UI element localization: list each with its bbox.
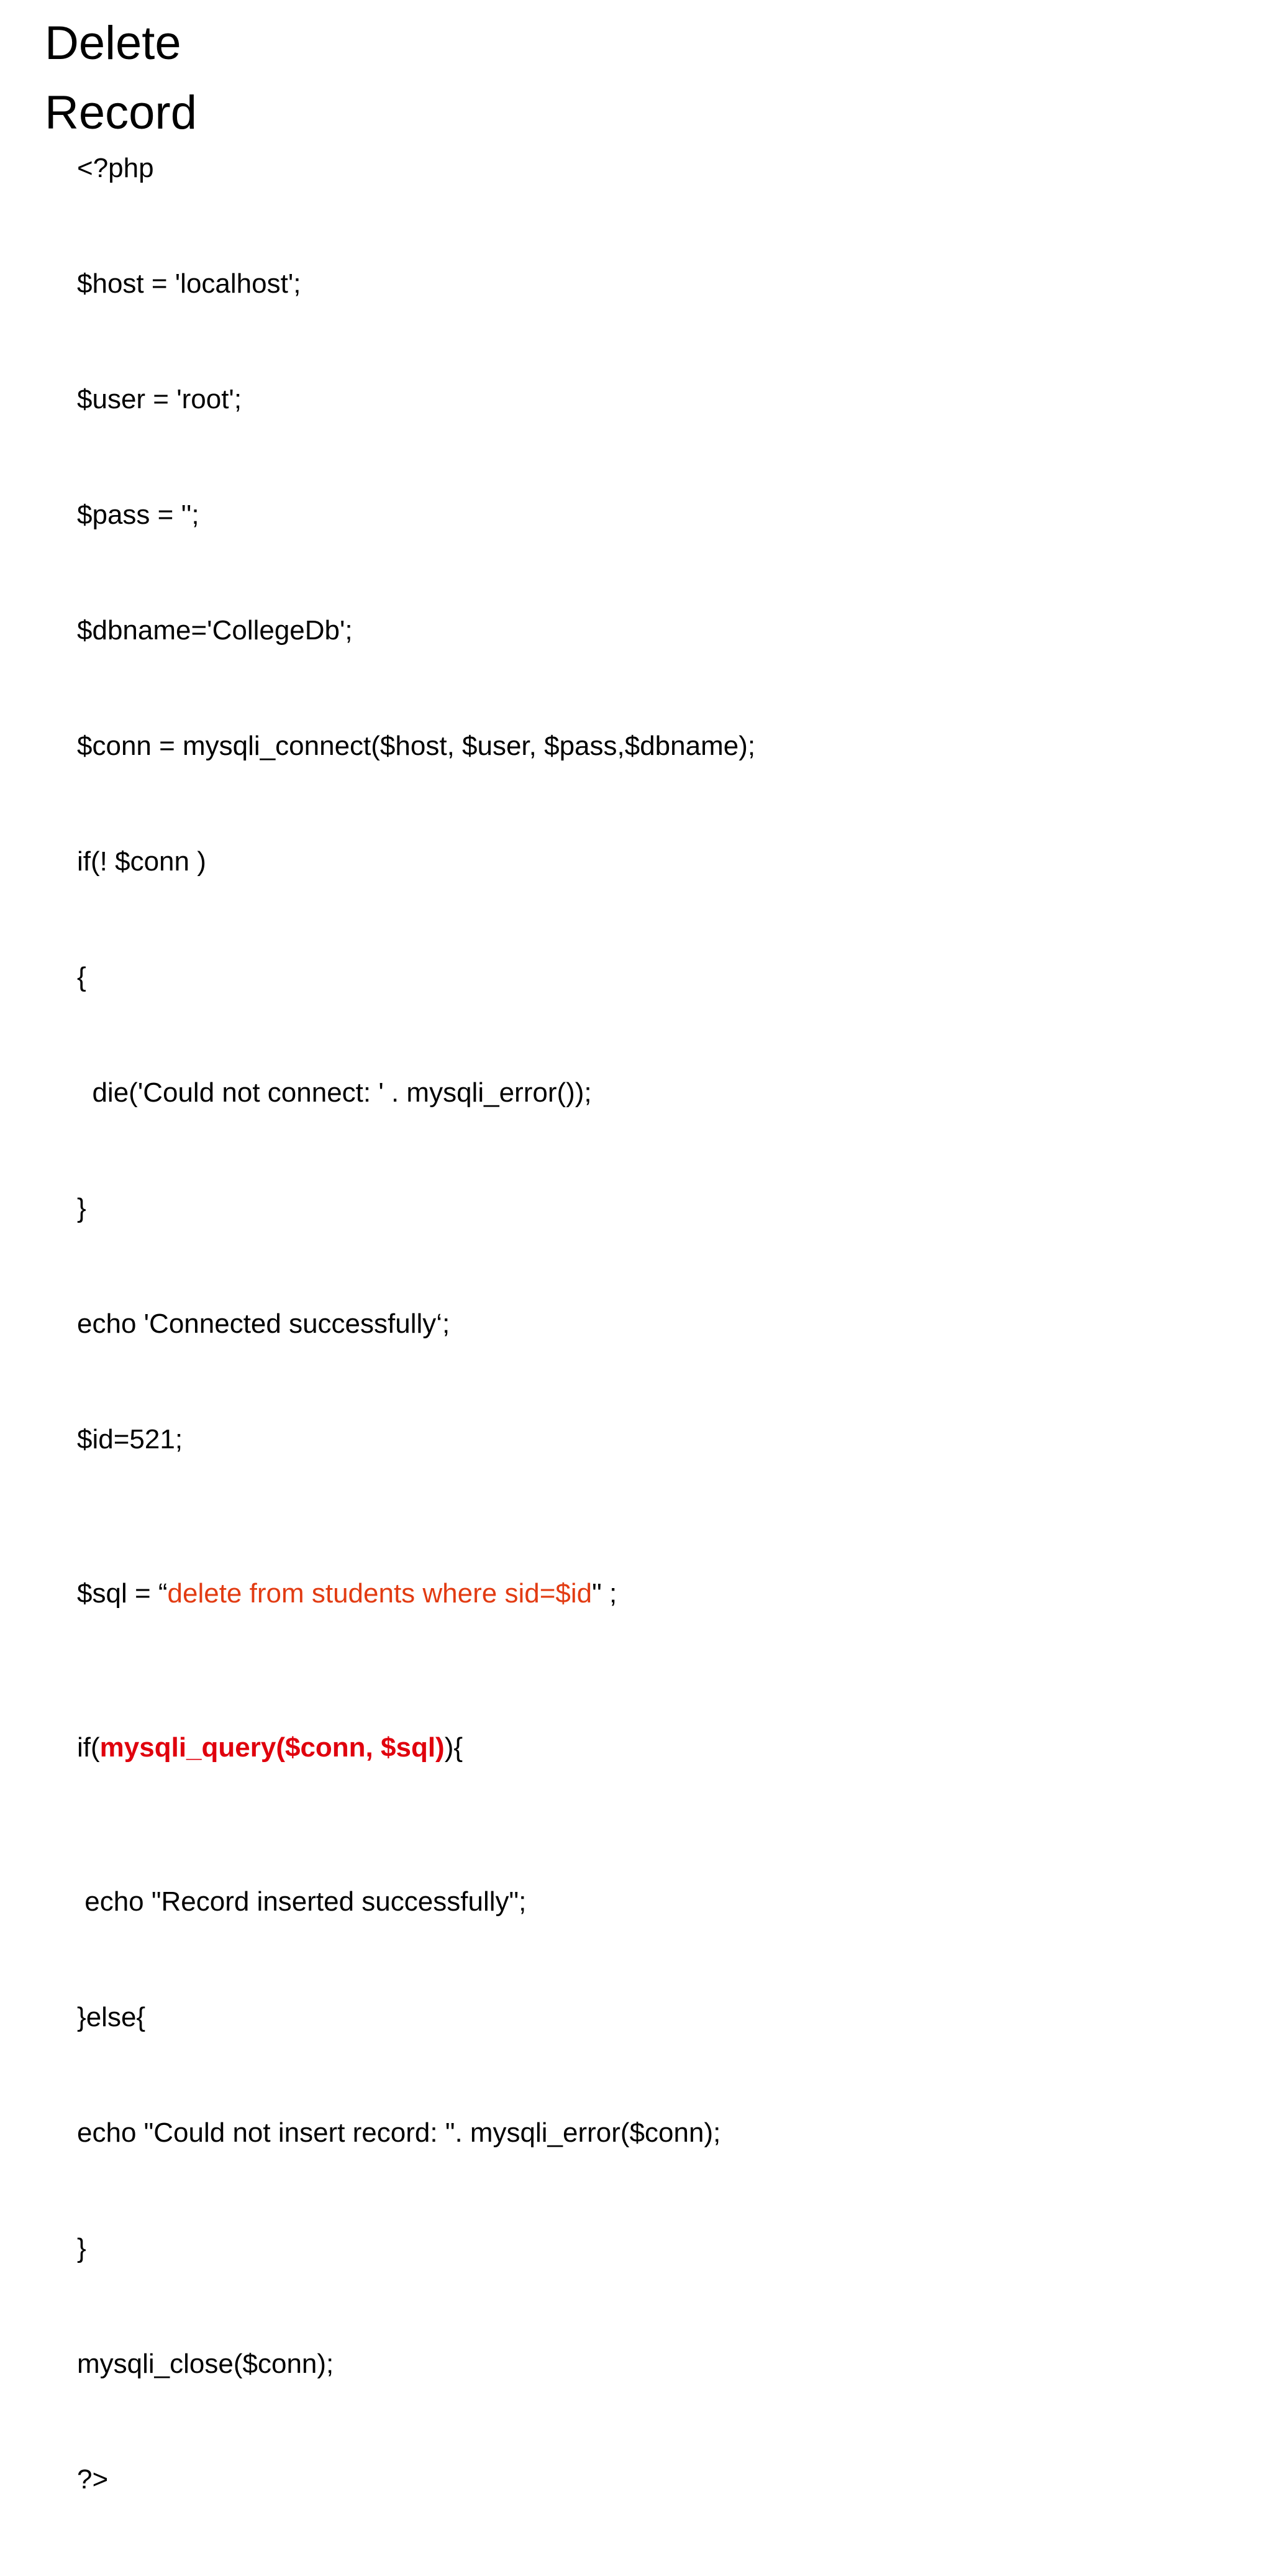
- code-line-if: [77, 1729, 1195, 1767]
- sql-suffix: " ;: [592, 1578, 617, 1609]
- code-line: ?>: [77, 2464, 109, 2495]
- sql-prefix: $sql = “: [77, 1578, 168, 1609]
- code-line: echo "Record inserted successfully";: [77, 1886, 527, 1917]
- slide-title: Delete Record: [45, 17, 197, 139]
- code-line: $dbname='CollegeDb';: [77, 615, 353, 646]
- code-block: [77, 72, 1195, 2576]
- code-line: }else{: [77, 2002, 146, 2032]
- code-line: $conn = mysqli_connect($host, $user, $pass,$dbname);: [77, 731, 756, 761]
- code-line: $host = 'localhost';: [77, 268, 301, 299]
- code-line: }: [77, 2233, 86, 2263]
- code-line: $pass = '';: [77, 500, 199, 530]
- code-line: {: [77, 962, 86, 992]
- code-line: }: [77, 1193, 86, 1223]
- code-line: $id=521;: [77, 1424, 183, 1455]
- code-line: if(! $conn ): [77, 846, 206, 877]
- sql-highlight: delete from students where sid=$id: [167, 1578, 593, 1609]
- code-line: $user = 'root';: [77, 384, 242, 414]
- if-suffix: ){: [444, 1732, 463, 1763]
- if-highlight: mysqli_query($conn, $sql): [99, 1732, 445, 1763]
- code-line: echo 'Connected successfully‘;: [77, 1309, 450, 1339]
- code-line: die('Could not connect: ' . mysqli_error());: [77, 1077, 592, 1108]
- code-line: <?php: [77, 153, 154, 183]
- if-prefix: if(: [77, 1732, 100, 1763]
- code-line: mysqli_close($conn);: [77, 2349, 334, 2379]
- code-line-sql: [77, 1574, 1195, 1613]
- code-line: echo "Could not insert record: ". mysqli_error($conn);: [77, 2117, 721, 2148]
